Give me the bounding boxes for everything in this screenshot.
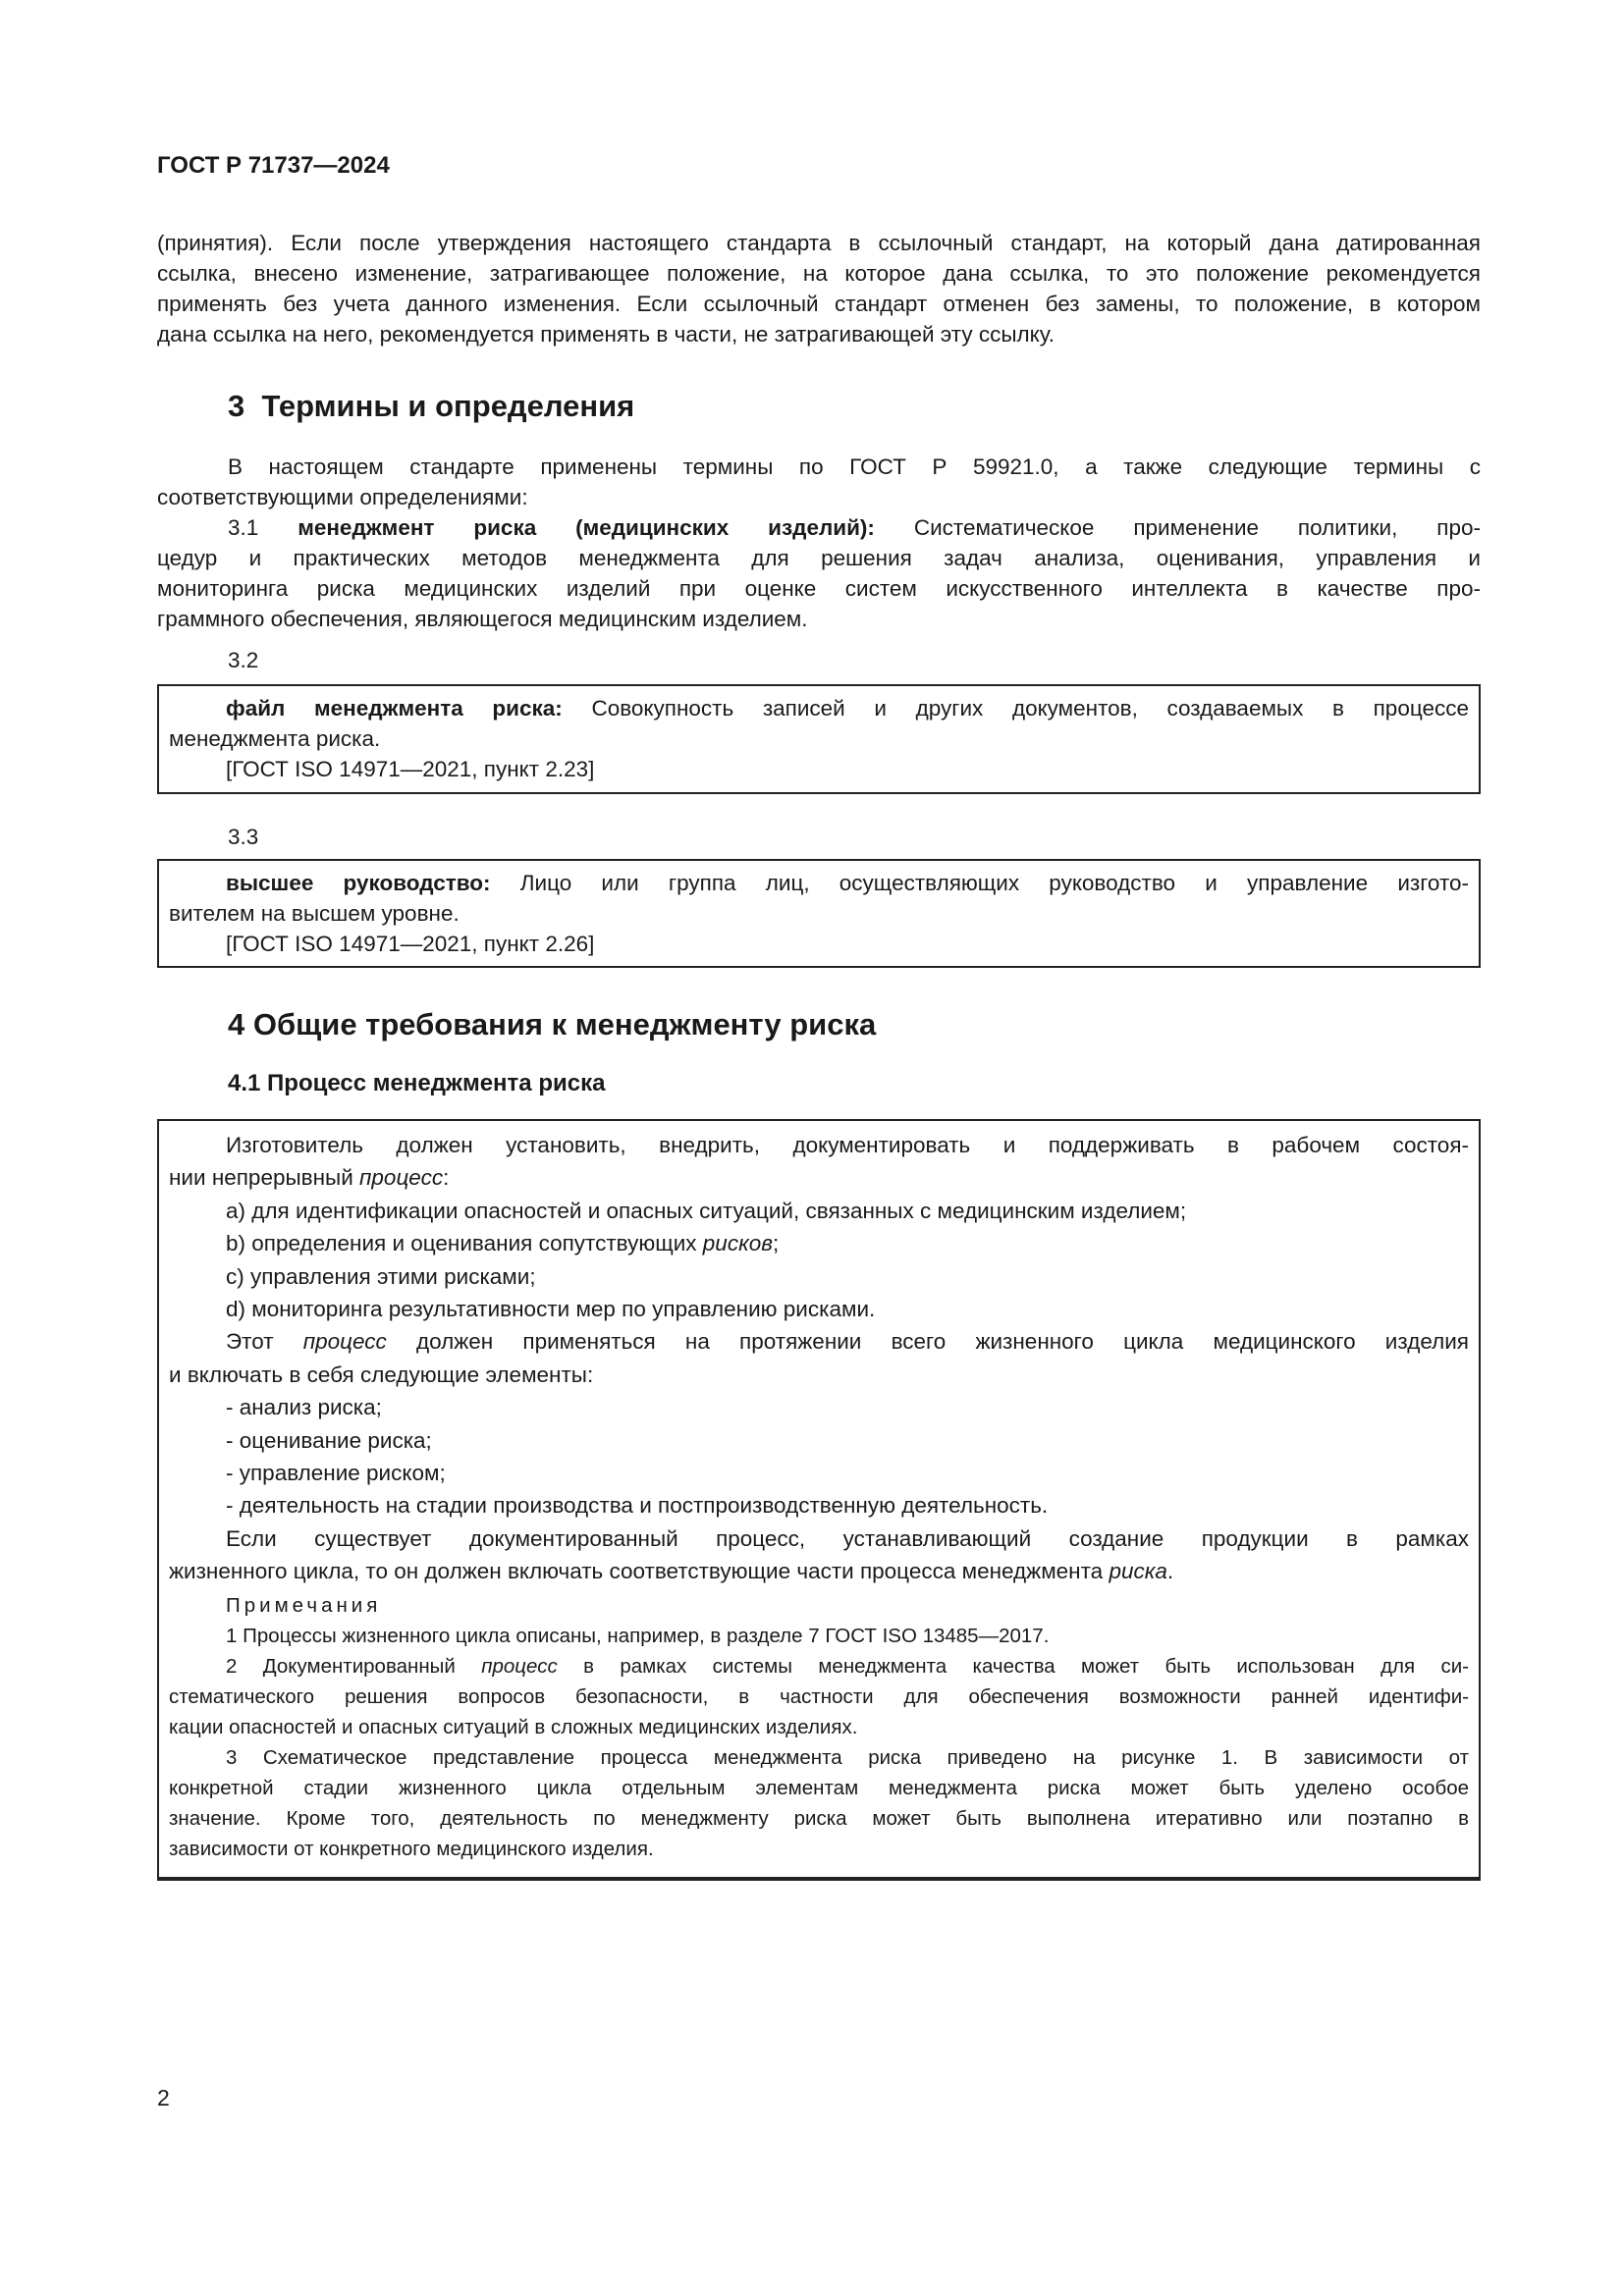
text-line: Изготовитель должен установить, внедрить, документировать и поддерживать в рабочем состоя- — [226, 1133, 1469, 1157]
text-line: дана ссылка на него, рекомендуется применять в части, не затрагивающей эту ссылку. — [157, 322, 1055, 347]
text-line: мониторинга риска медицинских изделий при оценке систем искусственного интеллекта в качестве про- — [157, 576, 1481, 601]
text-line: применять без учета данного изменения. Если ссылочный стандарт отменен без замены, то положение, в котором — [157, 292, 1481, 316]
term-3-2-box — [157, 684, 1481, 794]
term-source: [ГОСТ ISO 14971—2021, пункт 2.26] — [226, 932, 595, 956]
text-line: кации опасностей и опасных ситуаций в сложных медицинских изделиях. — [169, 1716, 858, 1739]
text-line: В настоящем стандарте применены термины по ГОСТ Р 59921.0, а также следующие термины с — [228, 454, 1481, 479]
term-3-2-number: 3.2 — [228, 648, 259, 672]
term-name: файл менеджмента риска: — [226, 696, 563, 721]
term-source: [ГОСТ ISO 14971—2021, пункт 2.23] — [226, 757, 595, 781]
text-line: значение. Кроме того, деятельность по менеджменту риска может быть выполнена итеративно или поэтапно в — [169, 1807, 1469, 1831]
note-3: 3 Схематическое представление процесса менеджмента риска приведено на рисунке 1. В зависимости от — [226, 1746, 1469, 1770]
term-line — [169, 868, 1469, 898]
process-requirements-box — [157, 1119, 1481, 1881]
text-line: зависимости от конкретного медицинского изделия. — [169, 1838, 654, 1861]
list-item: - управление риском; — [226, 1460, 446, 1485]
note-1: 1 Процессы жизненного цикла описаны, например, в разделе 7 ГОСТ ISO 13485—2017. — [226, 1625, 1050, 1648]
term-definition: Совокупность записей и других документов, создаваемых в процессе — [562, 696, 1469, 721]
text-line — [169, 1161, 1469, 1194]
section-3-heading: 3 Термины и определения — [228, 389, 635, 423]
text-line: (принятия). Если после утверждения настоящего стандарта в ссылочный стандарт, на который дана датированная — [157, 231, 1481, 255]
text-line: цедур и практических методов менеджмента для решения задач анализа, оценивания, управления и — [157, 546, 1481, 570]
notes-title: Примечания — [226, 1594, 382, 1618]
italic-term: риска — [1109, 1559, 1167, 1584]
text-line: менеджмента риска. — [169, 726, 381, 751]
list-item: - анализ риска; — [226, 1395, 382, 1420]
notes — [169, 1590, 1469, 1864]
italic-term: процесс — [302, 1329, 387, 1355]
text-line: граммного обеспечения, являющегося медицинским изделием. — [157, 607, 808, 631]
list-item — [169, 1227, 1469, 1259]
term-3-1-line — [157, 512, 1481, 543]
list-item: a) для идентификации опасностей и опасных ситуаций, связанных с медицинским изделием; — [226, 1198, 1187, 1223]
text: должен применяться на протяжении всего жизненного цикла медицинского изделия — [386, 1329, 1469, 1355]
text: 2 Документированный — [226, 1655, 482, 1679]
text-line: Если существует документированный процесс, устанавливающий создание продукции в рамках — [226, 1525, 1469, 1551]
term-name: менеджмент риска (медицинских изделий): — [298, 515, 875, 540]
page-number: 2 — [157, 2085, 170, 2110]
italic-term: процесс — [359, 1165, 444, 1191]
list-item: - оценивание риска; — [226, 1427, 432, 1453]
term-name: высшее руководство: — [226, 871, 491, 895]
text: : — [443, 1165, 450, 1191]
list-item: c) управления этими рисками; — [226, 1263, 536, 1289]
term-definition: Систематическое применение политики, про- — [874, 515, 1481, 540]
term-3-3-number: 3.3 — [228, 825, 259, 849]
note-2 — [169, 1651, 1469, 1682]
term-3-3-box — [157, 859, 1481, 968]
list-item: - деятельность на стадии производства и постпроизводственную деятельность. — [226, 1493, 1049, 1519]
document-header: ГОСТ Р 71737—2024 — [157, 152, 390, 179]
text-line — [169, 1325, 1469, 1358]
italic-term: рисков — [702, 1231, 773, 1256]
text-line: стематического решения вопросов безопасности, в частности для обеспечения возможности ранней идентифи- — [169, 1685, 1469, 1709]
text: в рамках системы менеджмента качества может быть использован для си- — [557, 1655, 1469, 1679]
text: нии непрерывный — [169, 1165, 360, 1191]
text-line: и включать в себя следующие элементы: — [169, 1362, 594, 1387]
text: ; — [772, 1231, 780, 1256]
text: Этот — [226, 1329, 303, 1355]
subsection-4-1-heading: 4.1 Процесс менеджмента риска — [228, 1070, 606, 1096]
section-3-body — [157, 452, 1481, 634]
italic-term: процесс — [481, 1655, 558, 1679]
continuation-paragraph — [157, 228, 1481, 349]
section-4-heading: 4 Общие требования к менеджменту риска — [228, 1007, 877, 1041]
text-line: вителем на высшем уровне. — [169, 901, 460, 926]
text: жизненного цикла, то он должен включать соответствующие части процесса менеджмента — [169, 1559, 1110, 1584]
text-line — [169, 1555, 1469, 1587]
text: b) определения и оценивания сопутствующих — [226, 1231, 703, 1256]
list-item: d) мониторинга результативности мер по управлению рисками. — [226, 1296, 876, 1321]
text-line: ссылка, внесено изменение, затрагивающее положение, на которое дана ссылка, то это положение рекомендуется — [157, 261, 1481, 286]
term-line — [169, 693, 1469, 723]
term-definition: Лицо или группа лиц, осуществляющих руководство и управление изгото- — [490, 871, 1469, 895]
text: . — [1166, 1559, 1174, 1584]
text-line: конкретной стадии жизненного цикла отдельным элементам менеджмента риска может быть уделено особое — [169, 1777, 1469, 1800]
term-number: 3.1 — [228, 515, 298, 540]
text-line: соответствующими определениями: — [157, 485, 528, 509]
